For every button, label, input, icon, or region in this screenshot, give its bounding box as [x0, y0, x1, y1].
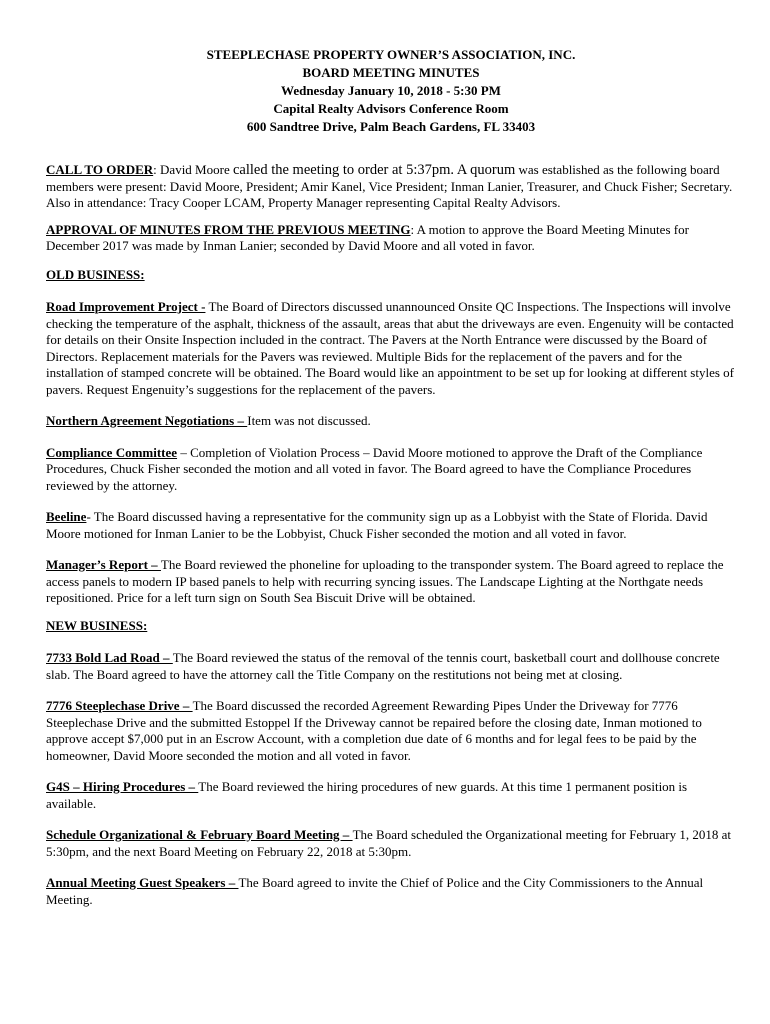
bold-lad-road-heading: 7733 Bold Lad Road – [46, 650, 173, 665]
old-business-item [46, 413, 736, 430]
new-business-item [46, 650, 736, 683]
old-business-item [46, 445, 736, 495]
call-to-order-paragraph [46, 162, 736, 212]
schedule-meeting-body: The Board scheduled the Organizational meeting for February 1, 2018 at 5:30pm, and the next Board Meeting on February 22, 2018 at 5:30pm. [46, 827, 732, 859]
document-header [46, 46, 736, 136]
managers-report-body: The Board reviewed the phoneline for uploading to the transponder system. The Board agreed to replace the access panels to modern IP based panels to help with recurring syncing issues. The Landscape Lighting at the Northgate needs repositioned. Price for a left turn sign on South Sea Biscuit Drive will be obtained. [46, 557, 724, 605]
call-to-order-body: was established as the following board members were present: David Moore, President; Amir Kanel, Vice President; Inman Lanier, Treasurer, and Chuck Fisher; Secretary. Also in attendance: Tracy Cooper LCAM, Property Manager representing Capital Realty Advisors. [46, 162, 733, 210]
call-to-order-called: called the meeting to order at 5:37pm. A quorum [232, 162, 516, 178]
guest-speakers-heading: Annual Meeting Guest Speakers – [46, 875, 239, 890]
old-business-heading: OLD BUSINESS: [46, 266, 145, 282]
schedule-meeting-heading: Schedule Organizational & February Board Meeting – [46, 827, 353, 842]
call-to-order-heading: CALL TO ORDER [46, 162, 154, 177]
steeplechase-drive-heading: 7776 Steeplechase Drive – [46, 698, 193, 713]
guest-speakers-body: The Board agreed to invite the Chief of Police and the City Commissioners to the Annual Meeting. [46, 875, 704, 907]
approval-body: : A motion to approve the Board Meeting Minutes for December 2017 was made by Inman Lanier; seconded by David Moore and all voted in favor. [46, 221, 689, 253]
bold-lad-road-body: The Board reviewed the status of the removal of the tennis court, basketball court and dollhouse concrete slab. The Board agreed to have the attorney call the Title Company on the restitutions not being met at closing. [46, 650, 720, 682]
old-business-item [46, 299, 736, 398]
compliance-committee-heading: Compliance Committee [46, 444, 178, 460]
org-name: STEEPLECHASE PROPERTY OWNER’S ASSOCIATION, INC. [206, 47, 576, 62]
new-business-item [46, 779, 736, 812]
g4s-hiring-heading: G4S – Hiring Procedures – [46, 779, 199, 794]
compliance-committee-body: – Completion of Violation Process – David Moore motioned to approve the Draft of the Compliance Procedures, Chuck Fisher seconded the motion and all voted in favor. The Board agreed to have the Compliance Procedures reviewed by the attorney. [46, 444, 703, 493]
managers-report-heading: Manager’s Report – [46, 557, 161, 572]
road-improvement-body: The Board of Directors discussed unannounced Onsite QC Inspections. The Inspections will involve checking the temperature of the asphalt, thickness of the assault, areas that abut the driveways are even. Engenuity will be contacted for details on their Onsite Inspection included in the contract. The Pavers at the North Entrance were discussed by the Board of Directors. Replacement materials for the Pavers was reviewed. Multiple Bids for the replacement of the pavers and for the installation of stamped concrete will be obtained. The Board would like an appointment to be set up for looking at different styles of pavers. Request Engenuity’s suggestions for the replacement of the pavers. [46, 299, 734, 397]
new-business-item [46, 827, 736, 860]
meeting-date-time: Wednesday January 10, 2018 - 5:30 PM [281, 83, 501, 98]
minutes-page [46, 46, 736, 908]
northern-agreement-heading: Northern Agreement Negotiations – [46, 413, 248, 428]
northern-agreement-body: Item was not discussed. [247, 413, 371, 428]
new-business-heading: NEW BUSINESS: [46, 617, 148, 633]
call-to-order-lead: : David Moore [153, 162, 233, 177]
meeting-location: Capital Realty Advisors Conference Room [273, 101, 509, 116]
new-business-item [46, 698, 736, 764]
meeting-address: 600 Sandtree Drive, Palm Beach Gardens, FL 33403 [246, 119, 536, 134]
beeline-heading: Beeline [46, 509, 87, 524]
document-title: BOARD MEETING MINUTES [302, 65, 480, 80]
g4s-hiring-body: The Board reviewed the hiring procedures of new guards. At this time 1 permanent position is available. [46, 779, 688, 811]
approval-paragraph [46, 222, 736, 255]
old-business-item [46, 557, 736, 607]
approval-heading: APPROVAL OF MINUTES FROM THE PREVIOUS MEETING [46, 221, 411, 237]
old-business-item [46, 509, 736, 542]
steeplechase-drive-body: The Board discussed the recorded Agreement Rewarding Pipes Under the Driveway for 7776 Steeplechase Drive and the submitted Estoppel If the Driveway cannot be repaired before the closing date, Inman motioned to approve accept $7,000 put in an Escrow Account, with a completion due date of 6 months and for legal fees to be paid by the homeowner, David Moore seconded the motion and all voted in favor. [46, 698, 702, 763]
road-improvement-heading: Road Improvement Project - [46, 299, 206, 314]
beeline-body: - The Board discussed having a representative for the community sign up as a Lobbyist with the State of Florida. David Moore motioned for Inman Lanier to be the Lobbyist, Chuck Fisher seconded the motion and all voted in favor. [46, 509, 708, 541]
new-business-item [46, 875, 736, 908]
